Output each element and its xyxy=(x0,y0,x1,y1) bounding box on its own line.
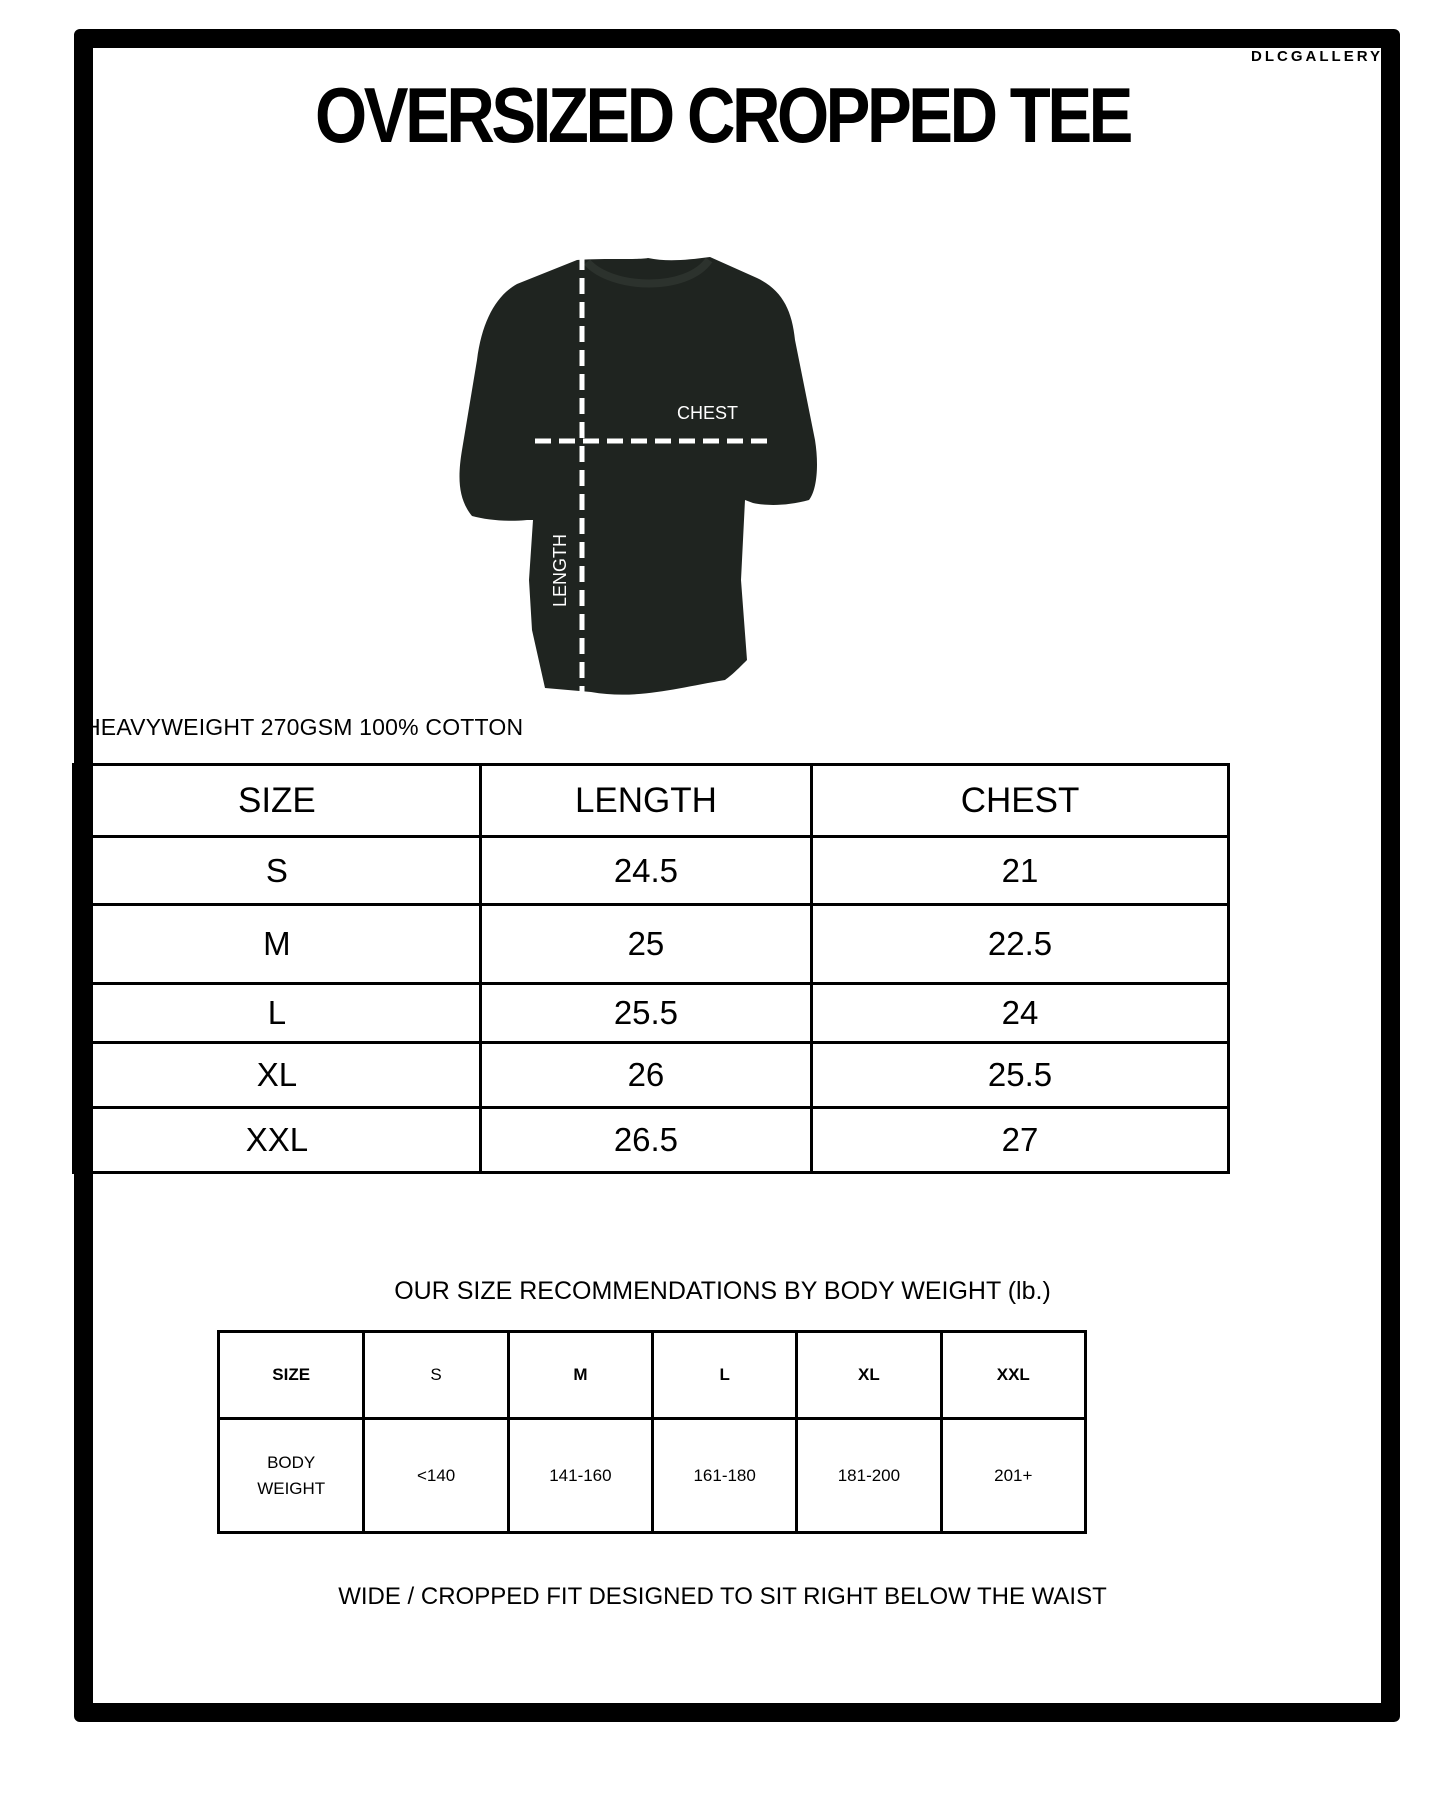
weight-label-line1: BODY xyxy=(267,1452,316,1472)
size-cell: XL xyxy=(74,1043,481,1108)
size-cell: XXL xyxy=(941,1332,1085,1419)
header-chest: CHEST xyxy=(812,765,1229,837)
size-cell: M xyxy=(74,905,481,984)
table-row xyxy=(74,1108,1229,1173)
size-cell: XL xyxy=(797,1332,941,1419)
weight-cell: 201+ xyxy=(941,1419,1085,1533)
size-cell: L xyxy=(653,1332,797,1419)
weight-cell: <140 xyxy=(364,1419,508,1533)
length-cell: 25.5 xyxy=(480,984,811,1043)
header-length: LENGTH xyxy=(480,765,811,837)
size-chart-table xyxy=(72,763,1230,1174)
tshirt-shape xyxy=(459,257,817,695)
brand-label: DLCGALLERY xyxy=(1251,48,1383,65)
size-chart-header-row xyxy=(74,765,1229,837)
size-cell: L xyxy=(74,984,481,1043)
weight-cell: 181-200 xyxy=(797,1419,941,1533)
length-label: LENGTH xyxy=(550,533,570,607)
table-row xyxy=(74,984,1229,1043)
size-row-label: SIZE xyxy=(219,1332,364,1419)
weight-row-label xyxy=(219,1419,364,1533)
chest-cell: 21 xyxy=(812,837,1229,905)
length-cell: 25 xyxy=(480,905,811,984)
length-cell: 24.5 xyxy=(480,837,811,905)
recommendations-title: OUR SIZE RECOMMENDATIONS BY BODY WEIGHT (lb.) xyxy=(394,1277,1051,1305)
size-cell: XXL xyxy=(74,1108,481,1173)
fit-note: WIDE / CROPPED FIT DESIGNED TO SIT RIGHT BELOW THE WAIST xyxy=(338,1583,1107,1610)
chest-cell: 25.5 xyxy=(812,1043,1229,1108)
table-row xyxy=(74,1043,1229,1108)
chest-cell: 27 xyxy=(812,1108,1229,1173)
size-cell: S xyxy=(364,1332,508,1419)
size-row xyxy=(219,1332,1086,1419)
table-row xyxy=(74,905,1229,984)
page-title: OVERSIZED CROPPED TEE xyxy=(315,71,1130,159)
chest-cell: 22.5 xyxy=(812,905,1229,984)
header-size: SIZE xyxy=(74,765,481,837)
table-row xyxy=(74,837,1229,905)
weight-recommendation-table xyxy=(217,1330,1087,1534)
size-cell: M xyxy=(508,1332,652,1419)
weight-row xyxy=(219,1419,1086,1533)
fabric-spec: HEAVYWEIGHT 270GSM 100% COTTON xyxy=(84,714,524,740)
chest-label: CHEST xyxy=(677,403,739,423)
length-cell: 26.5 xyxy=(480,1108,811,1173)
chest-cell: 24 xyxy=(812,984,1229,1043)
weight-label-line2: WEIGHT xyxy=(257,1478,326,1498)
weight-cell: 161-180 xyxy=(653,1419,797,1533)
weight-cell: 141-160 xyxy=(508,1419,652,1533)
tshirt-diagram xyxy=(437,200,867,720)
size-cell: S xyxy=(74,837,481,905)
length-cell: 26 xyxy=(480,1043,811,1108)
